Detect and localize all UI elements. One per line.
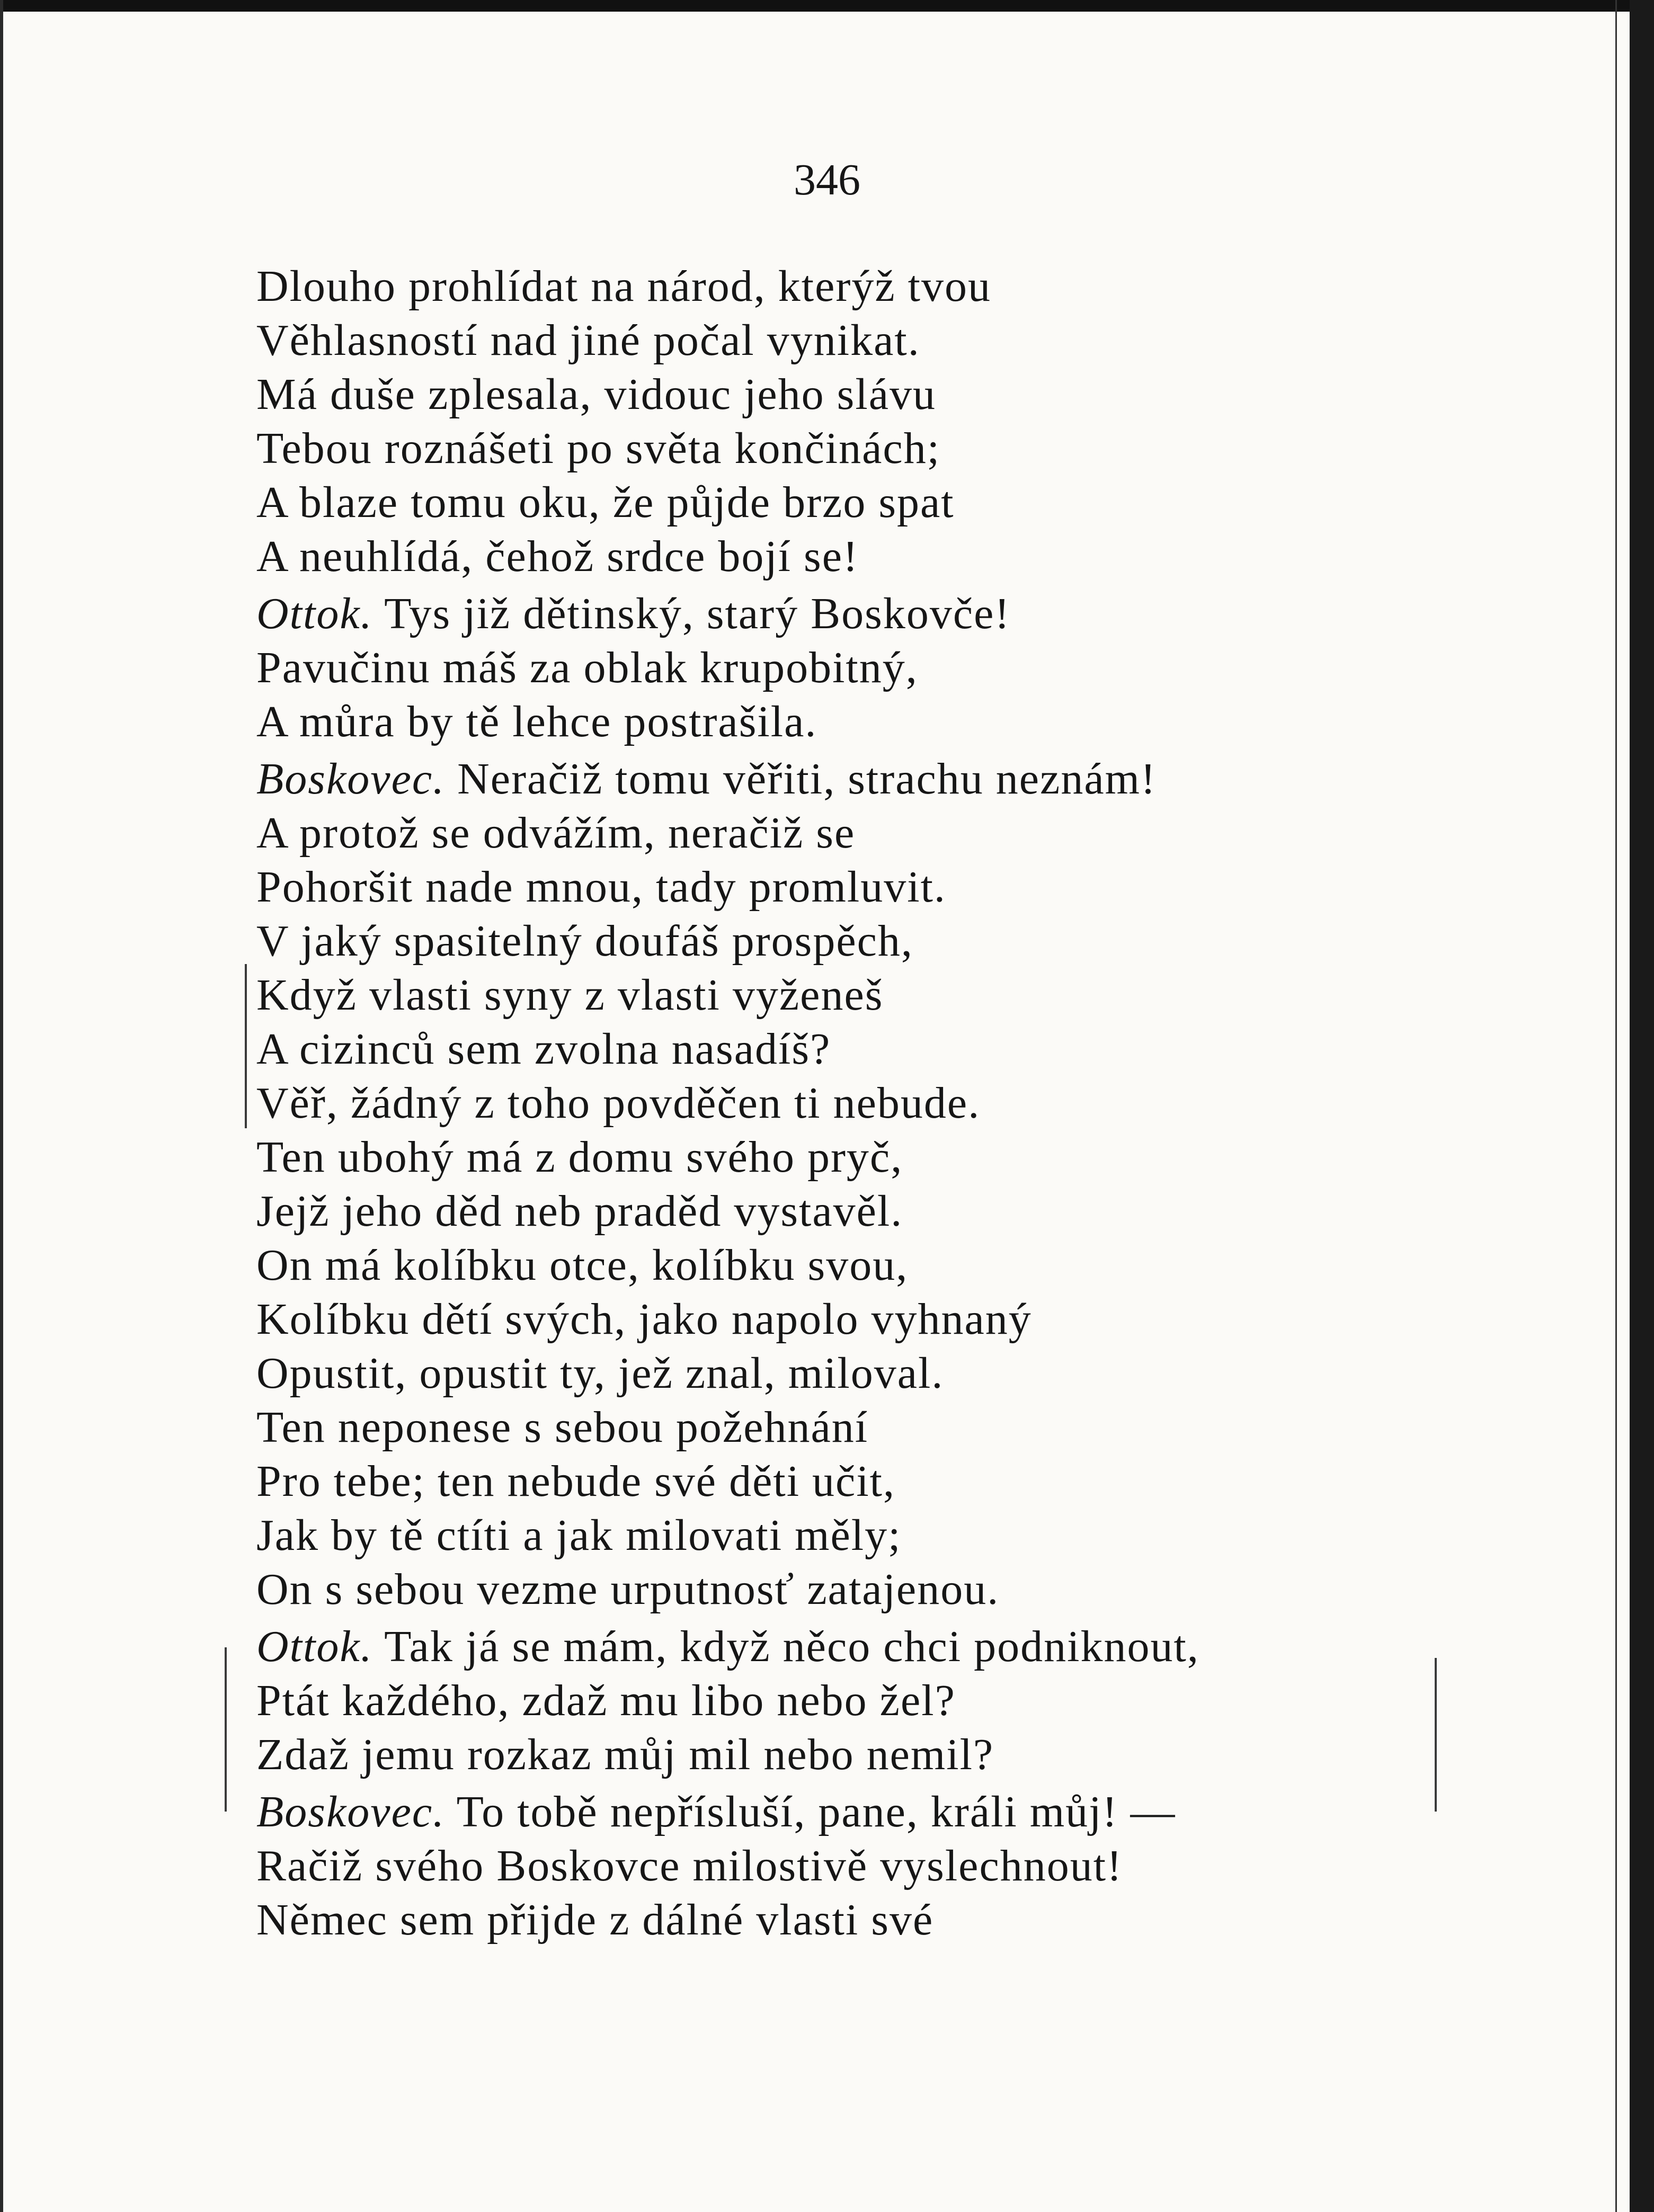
speech-line: Boskovec. To tobě nepřísluší, pane, králi můj! — — [256, 1787, 1176, 1836]
verse-line: Dlouho prohlídat na národ, kterýž tvou — [256, 262, 992, 311]
poem-text — [256, 260, 1443, 1947]
scan-edge-top — [0, 0, 1654, 12]
verse-line: Když vlasti syny z vlasti vyženeš — [256, 970, 884, 1020]
verse-line: Pro tebe; ten nebude své děti učit, — [256, 1457, 896, 1506]
verse-line: V jaký spasitelný doufáš prospěch, — [256, 916, 913, 966]
verse-line: Má duše zplesala, vidouc jeho slávu — [256, 370, 936, 419]
verse-line: Račiž svého Boskovce milostivě vyslechnout! — [256, 1841, 1123, 1890]
verse-line: On má kolíbku otce, kolíbku svou, — [256, 1241, 909, 1290]
margin-mark-left-2 — [225, 1647, 227, 1812]
speaker-name: Boskovec. — [256, 754, 446, 804]
verse-line: Jejž jeho děd neb praděd vystavěl. — [256, 1187, 903, 1236]
speaker-name: Boskovec. — [256, 1787, 446, 1836]
verse-line: Jak by tě ctíti a jak milovati měly; — [256, 1511, 902, 1560]
speaker-name: Ottok. — [256, 589, 373, 638]
verse-line: A protož se odvážím, neračiž se — [256, 808, 856, 858]
page-number: 346 — [794, 155, 860, 204]
verse-line: Pavučinu máš za oblak krupobitný, — [256, 643, 918, 692]
verse-line: Kolíbku dětí svých, jako napolo vyhnaný — [256, 1295, 1032, 1344]
speaker-name: Ottok. — [256, 1622, 373, 1671]
verse-line: A můra by tě lehce postrašila. — [256, 697, 817, 746]
verse-line: A neuhlídá, čehož srdce bojí se! — [256, 532, 859, 581]
verse-line: Věř, žádný z toho povděčen ti nebude. — [256, 1078, 981, 1128]
speech-line: Ottok. Tys již dětinský, starý Boskovče! — [256, 589, 1011, 638]
verse-line: A blaze tomu oku, že půjde brzo spat — [256, 478, 955, 527]
speech-line: Ottok. Tak já se mám, když něco chci podniknout, — [256, 1622, 1199, 1671]
speech-line: Boskovec. Neračiž tomu věřiti, strachu neznám! — [256, 754, 1157, 804]
verse-line: A cizinců sem zvolna nasadíš? — [256, 1024, 831, 1074]
verse-line: On s sebou vezme urputnosť zatajenou. — [256, 1565, 1000, 1614]
verse-line: Pohoršit nade mnou, tady promluvit. — [256, 862, 946, 912]
verse-line: Ten ubohý má z domu svého pryč, — [256, 1132, 903, 1182]
verse-line: Zdaž jemu rozkaz můj mil nebo nemil? — [256, 1730, 994, 1779]
verse-line: Tebou roznášeti po světa končinách; — [256, 424, 941, 473]
scan-edge-right-line — [1615, 0, 1617, 2212]
verse-line: Věhlasností nad jiné počal vynikat. — [256, 316, 920, 365]
verse-line: Opustit, opustit ty, jež znal, miloval. — [256, 1349, 944, 1398]
scan-edge-left — [0, 0, 3, 2212]
margin-mark-left-1 — [245, 964, 247, 1128]
verse-line: Ten neponese s sebou požehnání — [256, 1403, 869, 1452]
verse-line: Němec sem přijde z dálné vlasti své — [256, 1895, 934, 1945]
scan-edge-right — [1630, 0, 1654, 2212]
verse-line: Ptát každého, zdaž mu libo nebo žel? — [256, 1676, 956, 1725]
